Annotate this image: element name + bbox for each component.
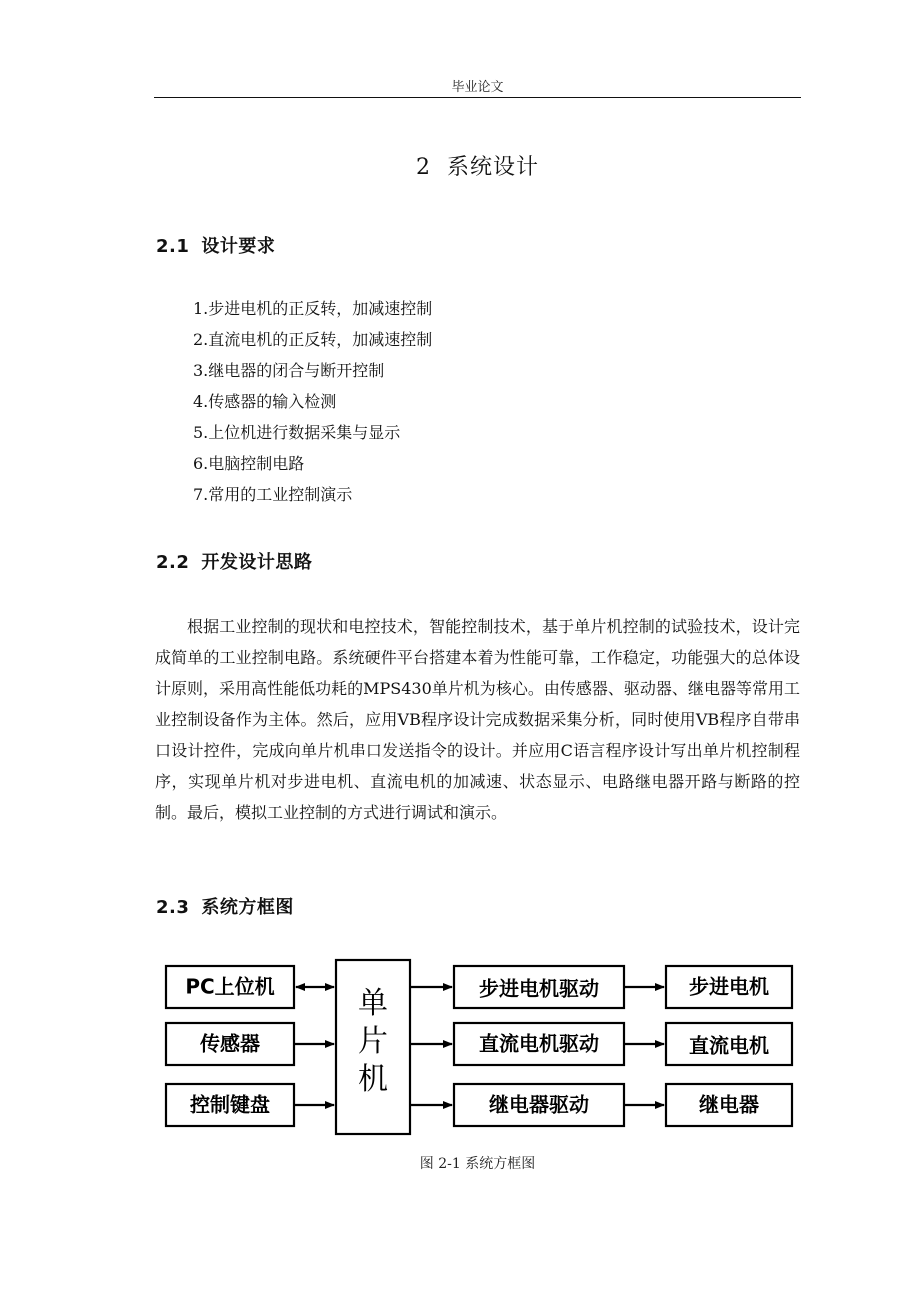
block-stepper-motor (666, 966, 792, 1008)
block-label: 步进电机 (689, 974, 769, 999)
block-label: 控制键盘 (190, 1092, 270, 1117)
block-dc-driver (454, 1023, 624, 1065)
list-item: 3.继电器的闭合与断开控制 (193, 361, 385, 380)
list-item: 4.传感器的输入检测 (193, 392, 337, 411)
block-label: PC上位机 (185, 974, 275, 999)
block-label: 继电器驱动 (489, 1092, 589, 1117)
block-label: 直流电机驱动 (479, 1031, 599, 1056)
list-item: 1.步进电机的正反转，加减速控制 (193, 299, 433, 318)
list-item: 6.电脑控制电路 (193, 454, 305, 473)
section-number: 2.2 (156, 552, 190, 573)
mcu-label-char: 单 (358, 986, 388, 1021)
block-label: 步进电机驱动 (479, 976, 599, 1001)
list-item: 2.直流电机的正反转，加减速控制 (193, 330, 433, 349)
list-item: 7.常用的工业控制演示 (193, 485, 353, 504)
section-number: 2.3 (156, 897, 190, 918)
block-label: 传感器 (200, 1031, 260, 1056)
page-header: 毕业论文 (451, 80, 504, 95)
body-paragraph: 根据工业控制的现状和电控技术，智能控制技术，基于单片机控制的试验技术，设计完成简单的工业控制电路。系统硬件平台搭建本着为性能可靠，工作稳定，功能强大的总体设计原则，采用高性能低功耗的MPS430单片机为核心。由传感器、驱动器、继电器等常用工业控制设备作为主体。然后，应用VB程序设计完成数据采集分析，同时使用VB程序自带串口设计控件，完成向单片机串口发送指令的设计。并应用C语言程序设计写出单片机控制程序，实现单片机对步进电机、直流电机的加减速、状态显示、电路继电器开路与断路的控制。最后，模拟工业控制的方式进行调试和演示。 (155, 617, 800, 822)
section-number: 2.1 (156, 236, 190, 257)
block-relay-driver (454, 1084, 624, 1126)
block-keypad (166, 1084, 294, 1126)
mcu-label-char: 片 (358, 1024, 388, 1059)
block-stepper-driver (454, 966, 624, 1008)
mcu-label-char: 机 (358, 1062, 388, 1097)
block-mcu (336, 960, 410, 1134)
list-item: 5.上位机进行数据采集与显示 (193, 423, 401, 442)
block-label: 继电器 (699, 1092, 759, 1117)
block-pc-host (166, 966, 294, 1008)
block-dc-motor (666, 1023, 792, 1065)
chapter-number: 2 (415, 155, 431, 180)
chapter-title-text: 系统设计 (446, 155, 539, 180)
section-title: 系统方框图 (201, 897, 294, 918)
block-relay (666, 1084, 792, 1126)
block-label: 直流电机 (689, 1033, 769, 1058)
figure-caption: 图 2-1 系统方框图 (419, 1156, 536, 1172)
block-sensor (166, 1023, 294, 1065)
section-title: 设计要求 (201, 236, 276, 257)
section-title: 开发设计思路 (201, 552, 313, 573)
